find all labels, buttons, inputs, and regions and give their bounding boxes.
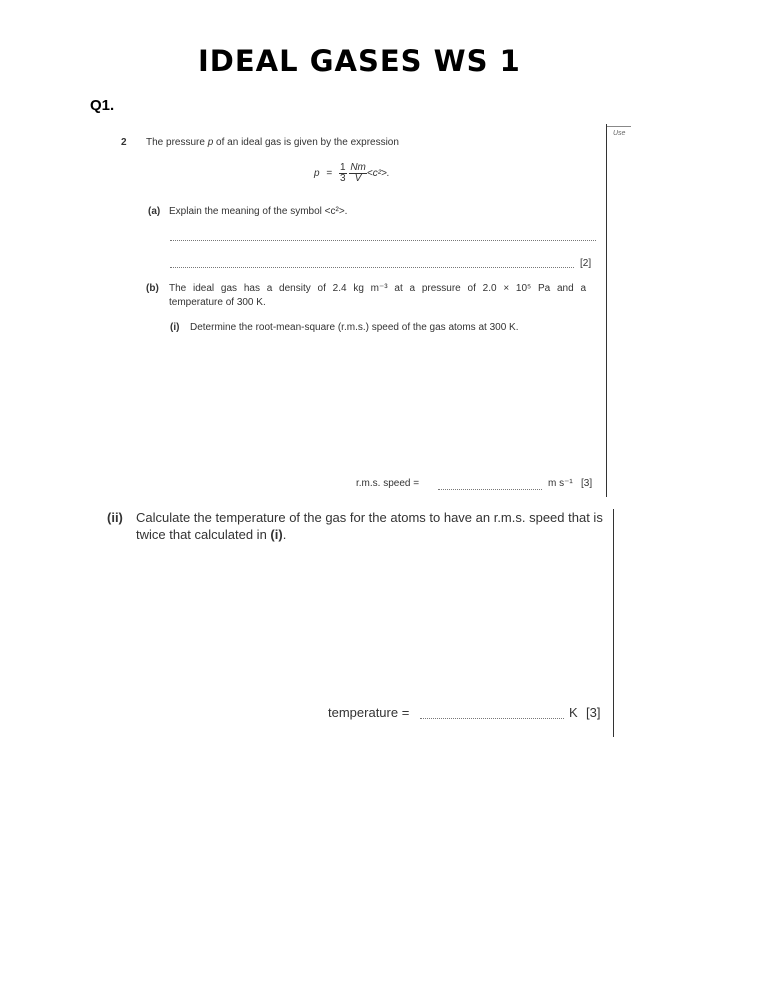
question-intro: The pressure p of an ideal gas is given by the expression <box>146 137 399 148</box>
worksheet-title: IDEAL GASES WS 1 <box>198 44 521 78</box>
part-b-i-label: (i) <box>170 322 180 333</box>
part-b-ii-marks: [3] <box>586 705 601 720</box>
question-label: Q1. <box>90 97 115 114</box>
part-a-label: (a) <box>148 206 161 217</box>
answer-line-a2[interactable] <box>170 267 574 268</box>
part-a-text: Explain the meaning of the symbol <c²>. <box>169 206 348 217</box>
part-b-ii-line1: Calculate the temperature of the gas for the atoms to have an r.m.s. speed that is <box>136 510 603 525</box>
pressure-formula: p = $\frac{1}{3}$ $\frac{Nm}{V}$ <c²>. <box>314 162 390 184</box>
rms-speed-unit: m s⁻¹ <box>548 478 573 489</box>
margin-column-top <box>607 126 631 127</box>
part-b-ii-line2: twice that calculated in (i). <box>136 527 287 542</box>
part-b-i-text: Determine the root-mean-square (r.m.s.) speed of the gas atoms at 300 K. <box>190 322 519 333</box>
question-number: 2 <box>121 137 127 148</box>
margin-rule-2 <box>613 509 614 737</box>
temperature-label: temperature = <box>328 705 410 720</box>
fraction-one-third: $\frac{1}{3}$ <box>339 162 346 184</box>
temperature-answer[interactable] <box>420 718 564 719</box>
margin-rule-1 <box>606 124 607 497</box>
fraction-nm-over-v: $\frac{Nm}{V}$ <box>350 162 366 184</box>
part-b-line1: The ideal gas has a density of 2.4 kg m⁻³ at a pressure of 2.0 × 10⁵ Pa and a <box>169 283 587 294</box>
part-b-line2: temperature of 300 K. <box>169 297 266 308</box>
rms-speed-label: r.m.s. speed = <box>356 478 420 489</box>
part-a-marks: [2] <box>580 258 592 269</box>
answer-line-a1[interactable] <box>170 240 596 241</box>
rms-speed-answer[interactable] <box>438 489 542 490</box>
temperature-unit: K <box>569 705 578 720</box>
margin-use-label: Use <box>613 130 626 137</box>
part-b-ii-label: (ii) <box>107 510 123 525</box>
part-b-label: (b) <box>146 283 159 294</box>
part-b-i-marks: [3] <box>581 478 593 489</box>
